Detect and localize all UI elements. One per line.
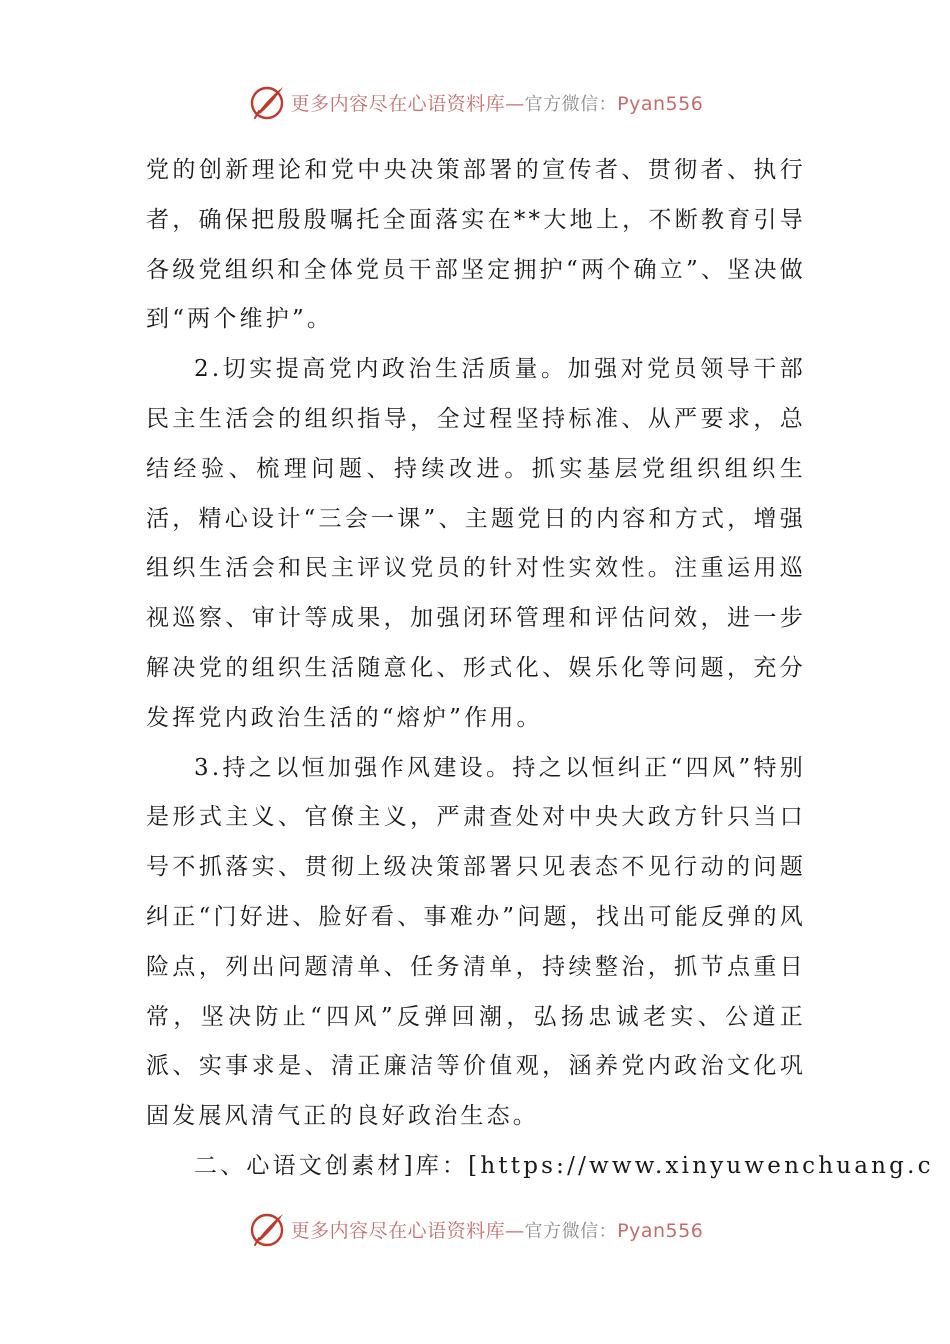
watermark-wechat-label: 官方微信： [524,1220,618,1242]
watermark-dash: — [505,92,525,115]
watermark-main-text: 更多内容尽在心语资料库 [290,92,506,115]
watermark-dash: — [505,1219,525,1242]
watermark-wechat-id: Pyan556 [617,1219,704,1242]
paragraph-continuation: 党的创新理论和党中央决策部署的宣传者、贯彻者、执行者，确保把殷殷嘱托全面落实在**大地上，不断教育引导各级党组织和全体党员干部坚定拥护“两个确立”、坚决做到“两个维护”。 [146,157,806,333]
paragraph-item-2: 2.切实提高党内政治生活质量。加强对党员领导干部民主生活会的组织指导，全过程坚持标准、从严要求，总结经验、梳理问题、持续改进。抓实基层党组织组织生活，精心设计“三会一课”、主题党日的内容和方式，增强组织生活会和民主评议党员的针对性实效性。注重运用巡视巡察、审计等成果，加强闭环管理和评估问效，进一步解决党的组织生活随意化、形式化、娱乐化等问题，充分发挥党内政治生活的“熔炉”作用。 [146,356,806,731]
document-body [146,146,934,1192]
section-heading-2: 二、心语文创素材]库：[https://www.xinyuwenchuang.c [194,1152,934,1179]
watermark-text [291,1216,704,1243]
quill-pen-logo-icon [247,82,287,122]
header-watermark [0,80,950,124]
watermark-wechat-label: 官方微信： [524,93,618,115]
paragraph-item-3: 3.持之以恒加强作风建设。持之以恒纠正“四风”特别是形式主义、官僚主义，严肃查处对中央大政方针只当口号不抓落实、贯彻上级决策部署只见表态不见行动的问题纠正“门好进、脸好看、事难办”问题，找出可能反弹的风险点，列出问题清单、任务清单，持续整治，抓节点重日常，坚决防止“四风”反弹回潮，弘扬忠诚老实、公道正派、实事求是、清正廉洁等价值观，涵养党内政治文化巩固发展风清气正的良好政治生态。 [146,754,806,1130]
watermark-main-text: 更多内容尽在心语资料库 [290,1219,506,1242]
footer-watermark [0,1207,950,1251]
watermark-text [291,89,704,116]
quill-pen-logo-icon [247,1209,287,1249]
watermark-wechat-id: Pyan556 [617,92,704,115]
